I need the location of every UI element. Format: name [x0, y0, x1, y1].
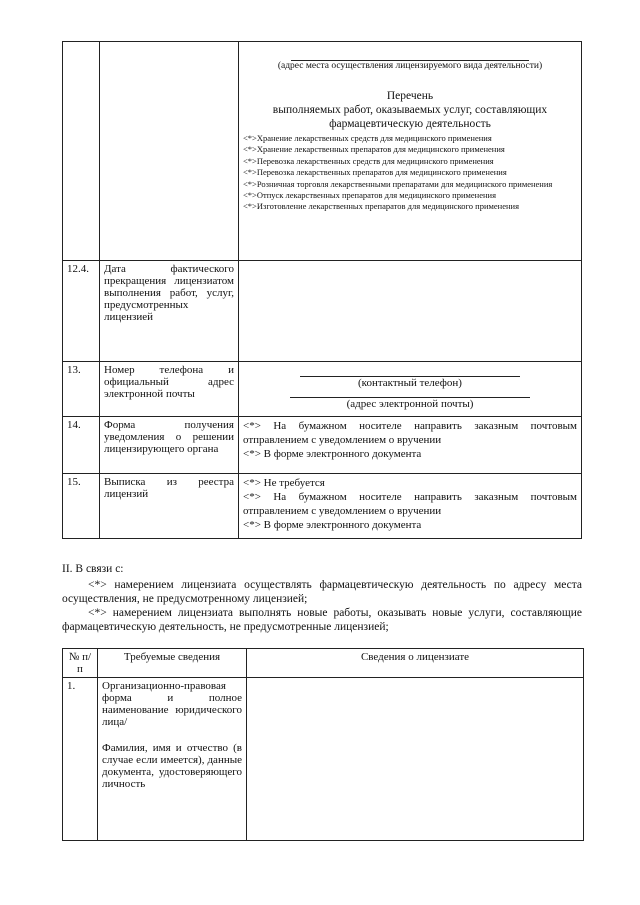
email-caption: (адрес электронной почты) — [346, 398, 474, 410]
list-item: <*>Хранение лекарственных препаратов для медицинского применения — [243, 144, 505, 155]
perechen-title: Перечень выполняемых работ, оказываемых услуг, составляющих фармацевтическую деятельность — [272, 90, 548, 130]
table-row: 1. Организационно-правовая форма и полное наименование юридического лица/ Фамилия, имя и отчество (в случае если имеется), данные документа, удостоверяющего личность — [63, 678, 584, 841]
address-works-cell — [239, 42, 582, 261]
column-header: № п/п — [63, 649, 98, 678]
phone-caption: (контактный телефон) — [358, 377, 462, 389]
table-row — [63, 42, 582, 261]
row-label: Организационно-правовая форма и полное наименование юридического лица/ — [102, 680, 242, 728]
works-list — [243, 133, 577, 213]
notify-option-paper: <*> На бумажном носителе направить заказным почтовым отправлением с уведомлением о вручении — [243, 420, 577, 446]
row-label: Фамилия, имя и отчество (в случае если имеется), данные документа, удостоверяющего личность — [102, 742, 242, 790]
list-item: <*>Хранение лекарственных средств для медицинского применения — [243, 133, 492, 143]
column-header: Сведения о лицензиате — [247, 649, 584, 678]
extract-option-paper: <*> На бумажном носителе направить заказным почтовым отправлением с уведомлением о вручении — [243, 491, 577, 517]
list-item: <*>Изготовление лекарственных препаратов для медицинского применения — [243, 201, 520, 212]
section-paragraph: <*> намерением лицензиата осуществлять фармацевтическую деятельность по адресу места осуществления, не предусмотренному лицензией; — [62, 579, 582, 605]
list-item: <*>Перевозка лекарственных средств для медицинского применения — [243, 155, 494, 166]
table-row — [63, 649, 584, 678]
notify-option-electronic: <*> В форме электронного документа — [243, 448, 422, 460]
contacts-cell — [239, 362, 582, 417]
table-row: 14. Форма получения уведомления о решении лицензирующего органа <*> На бумажном носителе направить заказным почтовым отправлением с уведомлением о вручении <*> В форме электронного документа — [63, 417, 582, 474]
list-item: <*>Перевозка лекарственных препаратов для медицинского применения — [243, 167, 507, 178]
list-item: <*>Отпуск лекарственных препаратов для медицинского применения — [243, 190, 497, 201]
column-header: Требуемые сведения — [98, 649, 247, 678]
address-caption: (адрес места осуществления лицензируемого вида деятельности) — [277, 61, 543, 71]
table-row: 12.4. Дата фактического прекращения лицензиатом выполнения работ, услуг, предусмотренных лицензией — [63, 261, 582, 362]
extract-option-none: <*> Не требуется — [243, 477, 325, 489]
table-row: 15. Выписка из реестра лицензий <*> Не требуется <*> На бумажном носителе направить заказным почтовым отправлением с уведомлением о вручении <*> В форме электронного документа — [63, 474, 582, 539]
section-heading: II. В связи с: — [62, 563, 124, 575]
extract-option-electronic: <*> В форме электронного документа — [243, 519, 422, 531]
licensee-table — [62, 648, 584, 841]
section-paragraph: <*> намерением лицензиата выполнять новые работы, оказывать новые услуги, составляющие фармацевтическую деятельность, не предусмотренные лицензией; — [62, 607, 582, 633]
license-table — [62, 41, 582, 539]
table-row: 13. Номер телефона и официальный адрес электронной почты (контактный телефон) (адрес электронной почты) — [63, 362, 582, 417]
list-item: <*>Розничная торговля лекарственными препаратами для медицинского применения — [243, 178, 553, 189]
